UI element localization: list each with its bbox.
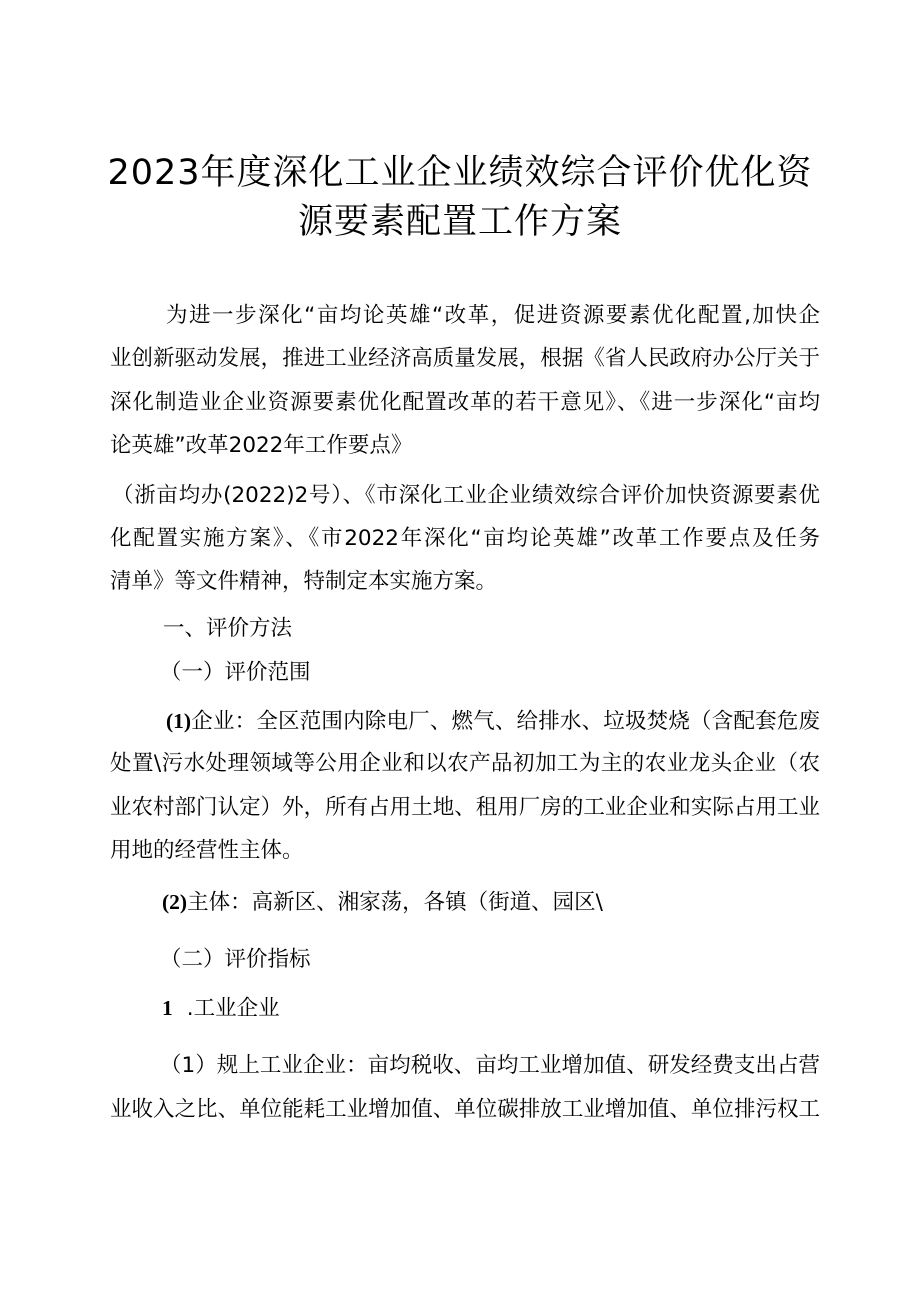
intro-line-2: 业创新驱动发展，推进工业经济高质量发展，根据《省人民政府办公厅关于 xyxy=(110,346,820,371)
intro-line-6: 化配置实施方案》、《市2022年深化“亩均论英雄”改革工作要点及任务 xyxy=(110,526,820,551)
item-1-line-3: 业农村部门认定）外，所有占用土地、租用厂房的工业企业和实际占用工业 xyxy=(110,795,820,820)
section-heading-1: 一、评价方法 xyxy=(163,616,293,641)
item-1-number: (1) xyxy=(166,709,192,733)
point-1-text: .工业企业 xyxy=(186,996,280,1021)
item-2-number: (2) xyxy=(162,890,188,914)
document-title-line-2: 源要素配置工作方案 xyxy=(297,202,622,242)
intro-line-5: （浙亩均办(2022)2号）、《市深化工业企业绩效综合评价加快资源要素优 xyxy=(112,483,820,508)
item-1-line-4: 用地的经营性主体。 xyxy=(110,838,304,863)
point-1-heading xyxy=(162,993,562,1024)
item-1-line-2: 处置\污水处理领域等公用企业和以农产品初加工为主的农业龙头企业（农 xyxy=(110,751,820,776)
subsection-heading-1: （一）评价范围 xyxy=(160,660,311,685)
intro-line-1: 为进一步深化“亩均论英雄“改革，促进资源要素优化配置,加快企 xyxy=(166,303,820,328)
item-2-text: 主体：高新区、湘家荡，各镇（街道、园区\ xyxy=(187,890,603,915)
intro-line-3: 深化制造业企业资源要素优化配置改革的若干意见》、《进一步深化“亩均 xyxy=(110,390,820,415)
document-title-line-1: 2023年度深化工业企业绩效综合评价优化资 xyxy=(107,153,813,193)
item-1-line-1 xyxy=(166,706,820,737)
intro-line-4: 论英雄”改革2022年工作要点》 xyxy=(110,433,413,458)
item-1-text: 企业：全区范围内除电厂、燃气、给排水、垃圾焚烧（含配套危废 xyxy=(191,709,820,734)
item-2-line xyxy=(162,887,762,918)
item-3-line-2: 业收入之比、单位能耗工业增加值、单位碳排放工业增加值、单位排污权工 xyxy=(110,1097,820,1122)
intro-line-7: 清单》等文件精神，特制定本实施方案。 xyxy=(110,569,498,594)
point-1-number: 1 xyxy=(162,996,173,1020)
subsection-heading-2: （二）评价指标 xyxy=(160,947,311,972)
item-3-line-1: （1）规上工业企业：亩均税收、亩均工业增加值、研发经费支出占营 xyxy=(160,1053,820,1078)
